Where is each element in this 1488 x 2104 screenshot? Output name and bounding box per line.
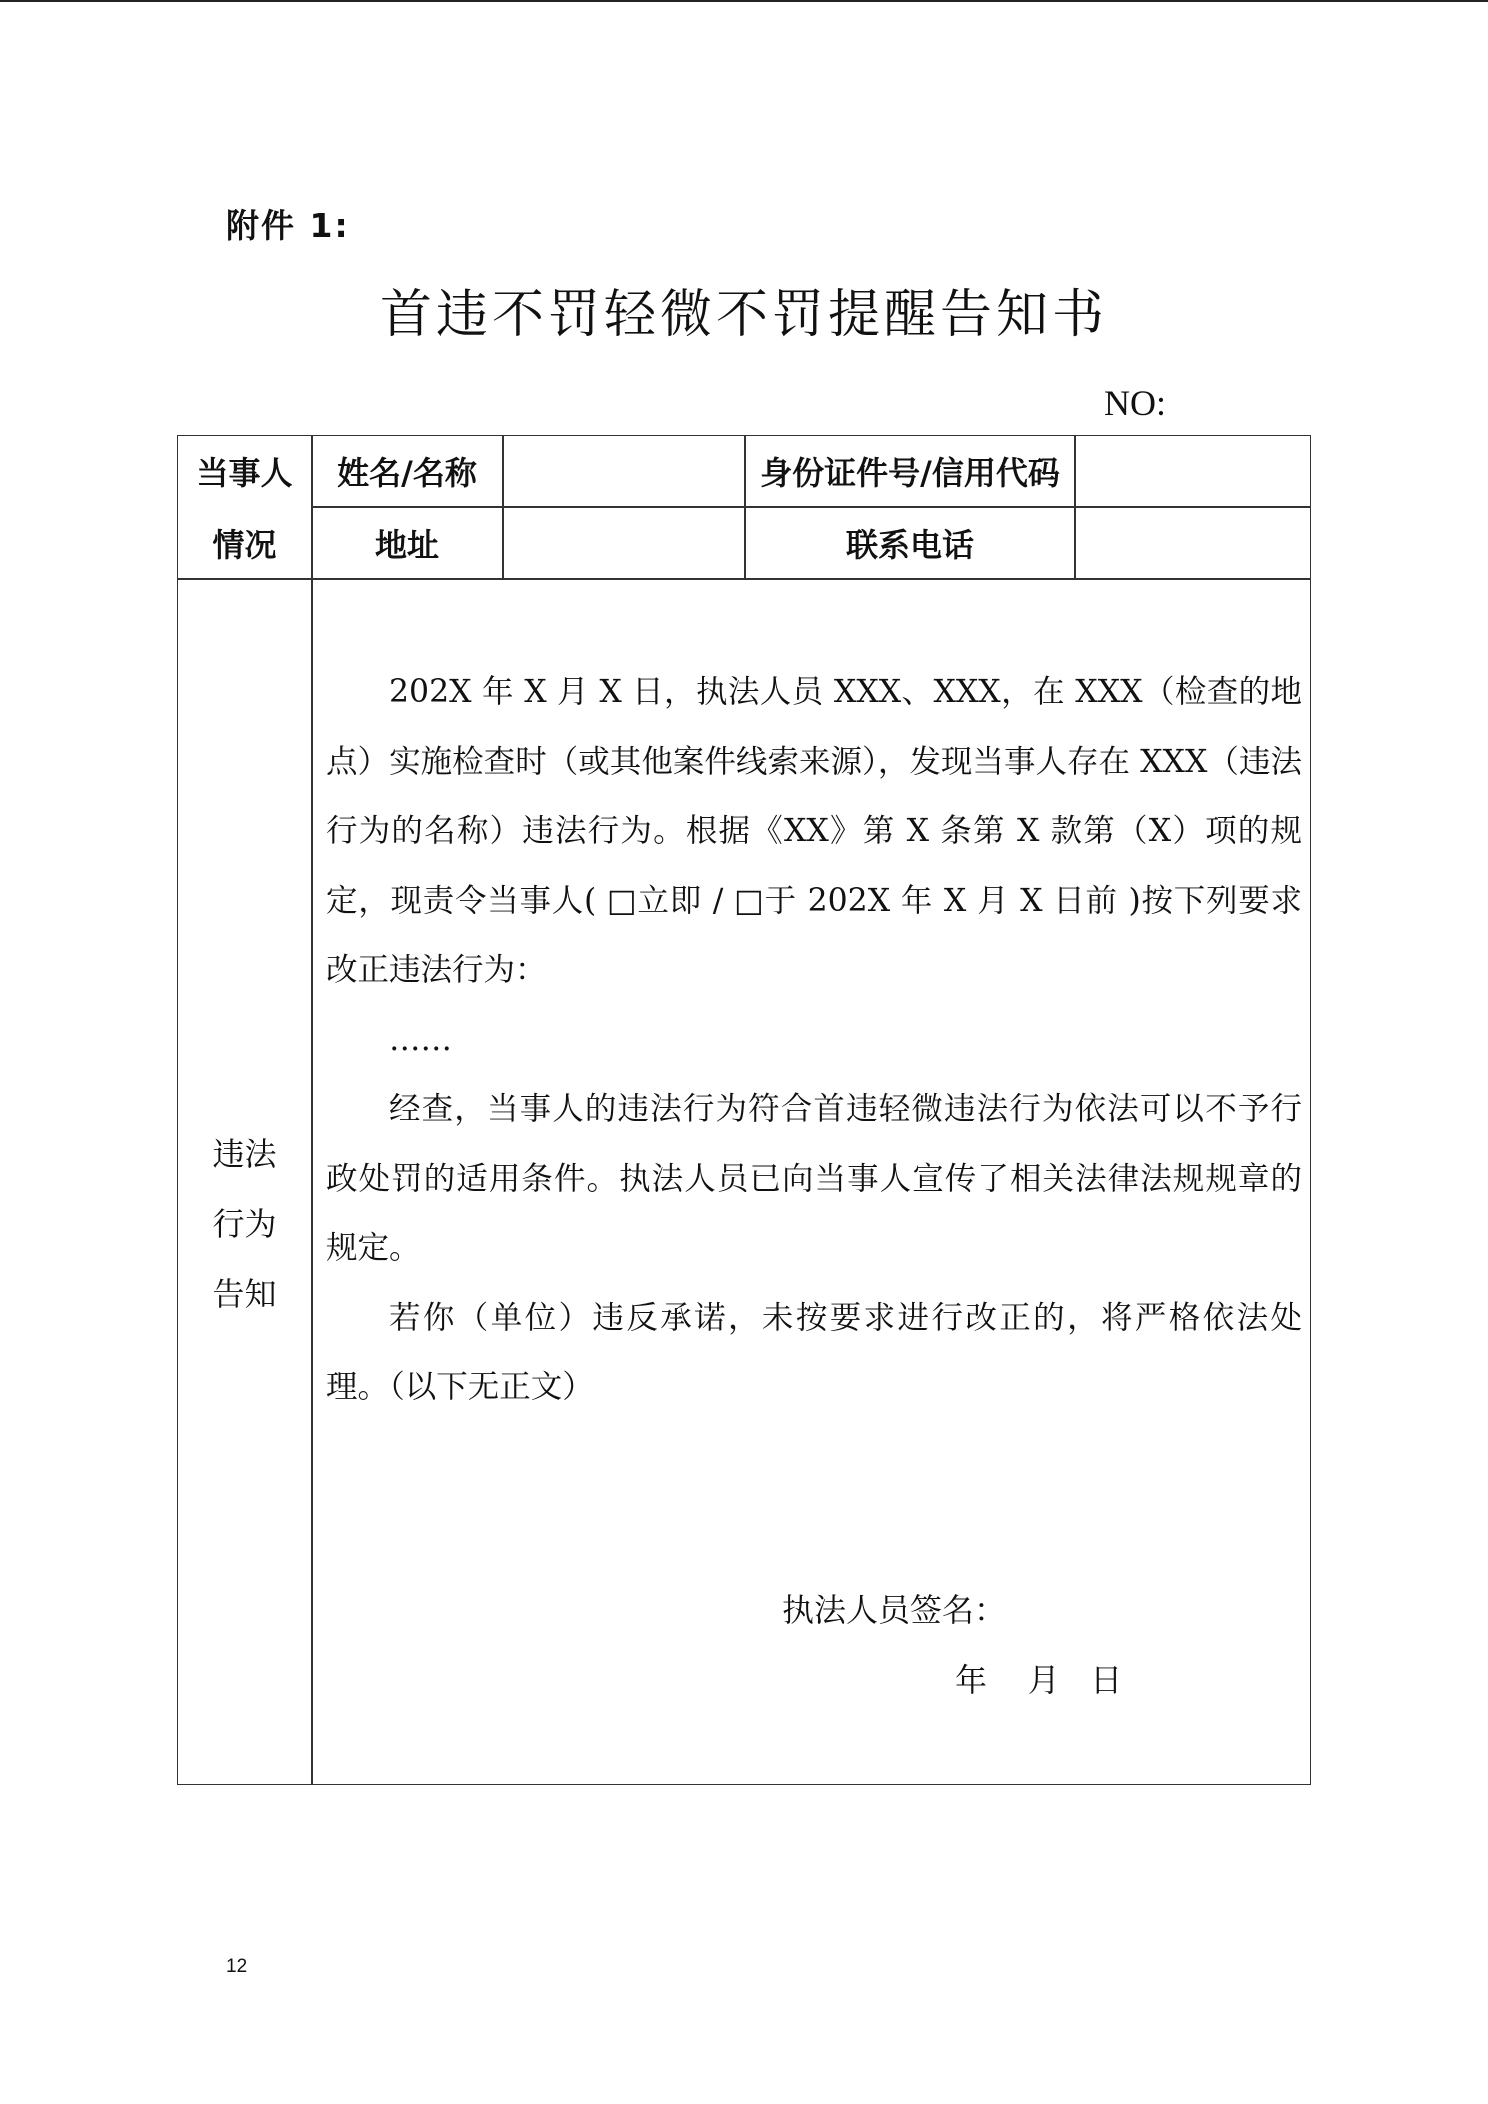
phone-label: 联系电话 [845,526,974,564]
signature-date-line: 年 月 日 [955,1661,1123,1699]
notice-paragraph-2: 经查，当事人的违法行为符合首违轻微违法行为依法可以不予行政处罚的适用条件。执法人员已向当事人宣传了相关法律法规规章的规定。 [326,1091,1302,1266]
notice-body [326,658,1302,1423]
phone-field[interactable] [1076,508,1310,578]
document-number-label: NO: [1104,383,1166,423]
name-label: 姓名/名称 [337,454,477,492]
notice-section-label-line3: 告知 [212,1275,277,1313]
notice-section-label-line1: 违法 [212,1135,277,1173]
notice-section-label-line2: 行为 [212,1205,277,1243]
name-field[interactable] [504,436,744,506]
notice-section-label [178,1119,311,1329]
address-label: 地址 [374,526,439,564]
top-border-line [0,0,1488,2]
table-row-divider-2 [178,578,1311,580]
notice-ellipsis: …… [389,1021,452,1058]
id-number-label: 身份证件号/信用代码 [760,454,1060,492]
attachment-label: 附件 1: [226,206,350,245]
notice-paragraph-3: 若你（单位）违反承诺，未按要求进行改正的，将严格依法处理。（以下无正文） [326,1299,1302,1405]
page-number: 12 [226,1956,248,1977]
page-title: 首违不罚轻微不罚提醒告知书 [379,285,1108,345]
notice-paragraph-1: 202X 年 X 月 X 日，执法人员 XXX、XXX，在 XXX（检查的地点）实施检查时（或其他案件线索来源），发现当事人存在 XXX（违法行为的名称）违法行为。根据《XX》第 X 条第 X 款第（X）项的规定，现责令当事人( □立即 / □于 202X 年 X 月 X 日前 )按下列要求改正违法行为： [326,674,1302,988]
party-section-label-bottom: 情况 [212,526,277,564]
address-field[interactable] [504,508,744,578]
officer-signature-label: 执法人员签名： [782,1591,1007,1629]
table-col-divider-1 [311,436,313,1785]
party-section-label-top: 当事人 [196,454,293,492]
id-number-field[interactable] [1076,436,1310,506]
